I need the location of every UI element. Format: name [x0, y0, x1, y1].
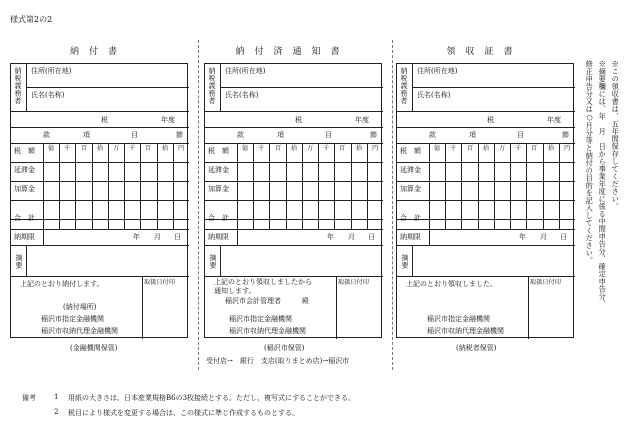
date-stamp-label: 取扱日付印 — [144, 279, 175, 286]
deadline-label: 納期限 — [400, 233, 421, 241]
rule — [237, 229, 238, 245]
payment-place-label: (納付場所) — [63, 303, 97, 311]
name-label: 氏名(名称) — [225, 91, 259, 99]
digit-unit-label: 円 — [178, 145, 185, 152]
rule — [124, 143, 125, 229]
rule — [26, 87, 189, 88]
year-unit: 年 — [327, 233, 334, 241]
date-stamp-label: 取扱日付印 — [530, 279, 561, 286]
tax-label: 税 — [101, 116, 108, 124]
rule — [205, 181, 383, 182]
form-number: 様式第2の2 — [10, 15, 53, 24]
rule — [429, 229, 430, 245]
year-label: 年度 — [547, 116, 561, 124]
slip-title-text: 納付済通知書 — [235, 47, 350, 57]
kuan-label: 款 — [237, 131, 244, 139]
digit-unit-label: 拾 — [291, 145, 298, 152]
rule — [528, 276, 529, 339]
digit-unit-label: 万 — [499, 145, 506, 152]
memo-label: 摘要 — [401, 254, 409, 269]
message: 上記のとおり領収しましたから — [214, 278, 312, 286]
digit-unit-label: 千 — [129, 145, 136, 152]
digit-unit-label: 百 — [145, 145, 152, 152]
slip-title — [6, 44, 191, 57]
tax-label: 税 — [487, 116, 494, 124]
tax-amount-label: 税 額 — [208, 147, 229, 155]
late-fee-label: 延滞金 — [208, 166, 229, 174]
additional-fee-label: 加算金 — [208, 185, 229, 193]
rule — [220, 87, 383, 88]
year-unit: 年 — [133, 233, 140, 241]
perforation-line — [392, 40, 393, 370]
agent-bank: 稲沢市収納代理金融機関 — [427, 327, 504, 335]
rule — [397, 219, 575, 220]
rule — [75, 143, 76, 229]
keeper-label: (納税者保管) — [456, 344, 497, 352]
keeper-label: (金融機関保管) — [70, 344, 118, 352]
rule — [205, 143, 383, 144]
rule — [445, 143, 446, 229]
agent-bank: 稲沢市収納代理金融機関 — [41, 327, 118, 335]
rule — [11, 245, 189, 246]
rule — [205, 245, 383, 246]
moku-label: 目 — [517, 131, 524, 139]
rule — [205, 219, 383, 220]
rule — [397, 181, 575, 182]
rule — [367, 143, 368, 229]
digit-unit-label: 拾 — [483, 145, 490, 152]
rule — [397, 229, 575, 230]
additional-fee-label: 加算金 — [400, 185, 421, 193]
month-unit: 月 — [154, 233, 161, 241]
deadline-label: 納期限 — [14, 233, 35, 241]
digit-unit-label: 億 — [434, 145, 441, 152]
slip-box — [396, 63, 574, 338]
rule — [173, 143, 174, 229]
digit-unit-label: 拾 — [162, 145, 169, 152]
rule — [11, 181, 189, 182]
slip-title-text: 領収証書 — [446, 47, 523, 57]
digit-unit-label: 百 — [339, 145, 346, 152]
rule — [351, 143, 352, 229]
rule — [205, 229, 383, 230]
rule — [11, 276, 189, 277]
kuan-label: 款 — [43, 131, 50, 139]
keeper-label: (稲沢市保管) — [264, 344, 305, 352]
tax-amount-label: 税 額 — [14, 147, 35, 155]
message: 通知します。 — [214, 287, 256, 295]
rule — [205, 111, 383, 112]
agent-bank: 稲沢市収納代理金融機関 — [229, 327, 306, 335]
digit-unit-label: 万 — [307, 145, 314, 152]
digit-unit-label: 百 — [467, 145, 474, 152]
kuan-label: 款 — [429, 131, 436, 139]
total-label: 合 計 — [400, 214, 421, 222]
digit-unit-label: 円 — [564, 145, 571, 152]
memo-label: 摘要 — [209, 254, 217, 269]
rule — [108, 143, 109, 229]
month-unit: 月 — [540, 233, 547, 241]
digit-unit-label: 億 — [48, 145, 55, 152]
rule — [140, 143, 141, 229]
digit-unit-label: 千 — [258, 145, 265, 152]
routing-note: 受付店→ 銀行 支店(取りまとめ店)→稲沢市 — [206, 357, 350, 365]
year-unit: 年 — [519, 233, 526, 241]
day-unit: 日 — [560, 233, 567, 241]
rule — [318, 143, 319, 229]
remark-1-text: 用紙の大きさは、日本産業規格B6の3枚接続とする。ただし、複写式にすることができる。 — [68, 394, 356, 402]
rule — [205, 127, 383, 128]
treasurer-line: 稲沢市会計管理者 殿 — [225, 297, 309, 305]
digit-unit-label: 千 — [450, 145, 457, 152]
rule — [461, 143, 462, 229]
taxpayer-label: 納税義務者 — [14, 67, 22, 105]
rule — [11, 111, 189, 112]
digit-unit-label: 百 — [275, 145, 282, 152]
year-label: 年度 — [161, 116, 175, 124]
tax-amount-label: 税 額 — [400, 147, 421, 155]
note-memo-2: 修正申告分又は○月分等と納付の目的を記入してください。 — [585, 60, 595, 265]
taxpayer-label: 納税義務者 — [208, 67, 216, 105]
message: 上記のとおり領収しました。 — [406, 280, 497, 288]
message: 上記のとおり納付します。 — [20, 280, 104, 288]
setsu-label: 節 — [176, 131, 183, 139]
rule — [397, 245, 575, 246]
slip-title — [200, 44, 385, 57]
memo-label: 摘要 — [15, 254, 23, 269]
moku-label: 目 — [325, 131, 332, 139]
rule — [269, 143, 270, 229]
rule — [142, 276, 143, 339]
rule — [26, 245, 27, 276]
digit-unit-label: 拾 — [356, 145, 363, 152]
rule — [559, 143, 560, 229]
moku-label: 目 — [131, 131, 138, 139]
digit-unit-label: 億 — [242, 145, 249, 152]
rule — [412, 87, 575, 88]
late-fee-label: 延滞金 — [14, 166, 35, 174]
note-retention: ※この領収書は、五年間保存してください。 — [611, 60, 621, 210]
designated-bank: 稲沢市指定金融機関 — [427, 315, 490, 323]
rule — [510, 143, 511, 229]
address-label: 住所(所在地) — [225, 67, 266, 75]
slip-title — [392, 44, 577, 57]
taxpayer-label: 納税義務者 — [400, 67, 408, 105]
address-label: 住所(所在地) — [31, 67, 72, 75]
remark-1-no: 1 — [54, 393, 59, 401]
rule — [43, 229, 44, 245]
rule — [429, 143, 430, 229]
rule — [334, 143, 335, 229]
rule — [92, 143, 93, 229]
rule — [397, 276, 575, 277]
kou-label: 項 — [277, 131, 284, 139]
perforation-line — [198, 40, 199, 370]
designated-bank: 稲沢市指定金融機関 — [229, 315, 292, 323]
rule — [43, 143, 44, 229]
rule — [205, 276, 383, 277]
total-label: 合 計 — [14, 214, 35, 222]
rule — [11, 162, 189, 163]
date-stamp-label: 取扱日付印 — [338, 279, 369, 286]
digit-unit-label: 円 — [372, 145, 379, 152]
month-unit: 月 — [348, 233, 355, 241]
rule — [336, 276, 337, 339]
rule — [253, 143, 254, 229]
address-label: 住所(所在地) — [417, 67, 458, 75]
digit-unit-label: 拾 — [548, 145, 555, 152]
name-label: 氏名(名称) — [31, 91, 65, 99]
digit-unit-label: 百 — [81, 145, 88, 152]
deadline-label: 納期限 — [208, 233, 229, 241]
remarks-head: 備考 — [22, 394, 36, 402]
rule — [11, 127, 189, 128]
additional-fee-label: 加算金 — [14, 185, 35, 193]
setsu-label: 節 — [562, 131, 569, 139]
rule — [286, 143, 287, 229]
day-unit: 日 — [174, 233, 181, 241]
digit-unit-label: 千 — [323, 145, 330, 152]
rule — [478, 143, 479, 229]
setsu-label: 節 — [370, 131, 377, 139]
rule — [302, 143, 303, 229]
rule — [397, 143, 575, 144]
rule — [237, 143, 238, 229]
rule — [11, 229, 189, 230]
rule — [494, 143, 495, 229]
slip-title-text: 納付書 — [69, 47, 127, 57]
rule — [397, 162, 575, 163]
slip-box — [10, 63, 188, 338]
rule — [157, 143, 158, 229]
digit-unit-label: 百 — [531, 145, 538, 152]
remark-2-text: 税目により様式を変更する場合は、この様式に準じ作成するものとする。 — [68, 409, 299, 417]
rule — [397, 127, 575, 128]
rule — [59, 143, 60, 229]
rule — [11, 219, 189, 220]
kou-label: 項 — [83, 131, 90, 139]
digit-unit-label: 千 — [64, 145, 71, 152]
digit-unit-label: 千 — [515, 145, 522, 152]
day-unit: 日 — [368, 233, 375, 241]
designated-bank: 稲沢市指定金融機関 — [41, 315, 104, 323]
slip-box — [204, 63, 382, 338]
late-fee-label: 延滞金 — [400, 166, 421, 174]
digit-unit-label: 万 — [113, 145, 120, 152]
rule — [11, 143, 189, 144]
year-label: 年度 — [355, 116, 369, 124]
rule — [220, 245, 221, 276]
rule — [205, 162, 383, 163]
remark-2-no: 2 — [54, 408, 59, 416]
rule — [205, 200, 383, 201]
rule — [526, 143, 527, 229]
rule — [397, 200, 575, 201]
name-label: 氏名(名称) — [417, 91, 451, 99]
total-label: 合 計 — [208, 214, 229, 222]
rule — [11, 200, 189, 201]
note-memo-1: ※摘要欄には、年 月 日から事業年度に係る中間申告分、確定申告分、 — [598, 60, 608, 308]
rule — [543, 143, 544, 229]
digit-unit-label: 拾 — [97, 145, 104, 152]
rule — [397, 111, 575, 112]
rule — [412, 245, 413, 276]
tax-label: 税 — [295, 116, 302, 124]
kou-label: 項 — [469, 131, 476, 139]
